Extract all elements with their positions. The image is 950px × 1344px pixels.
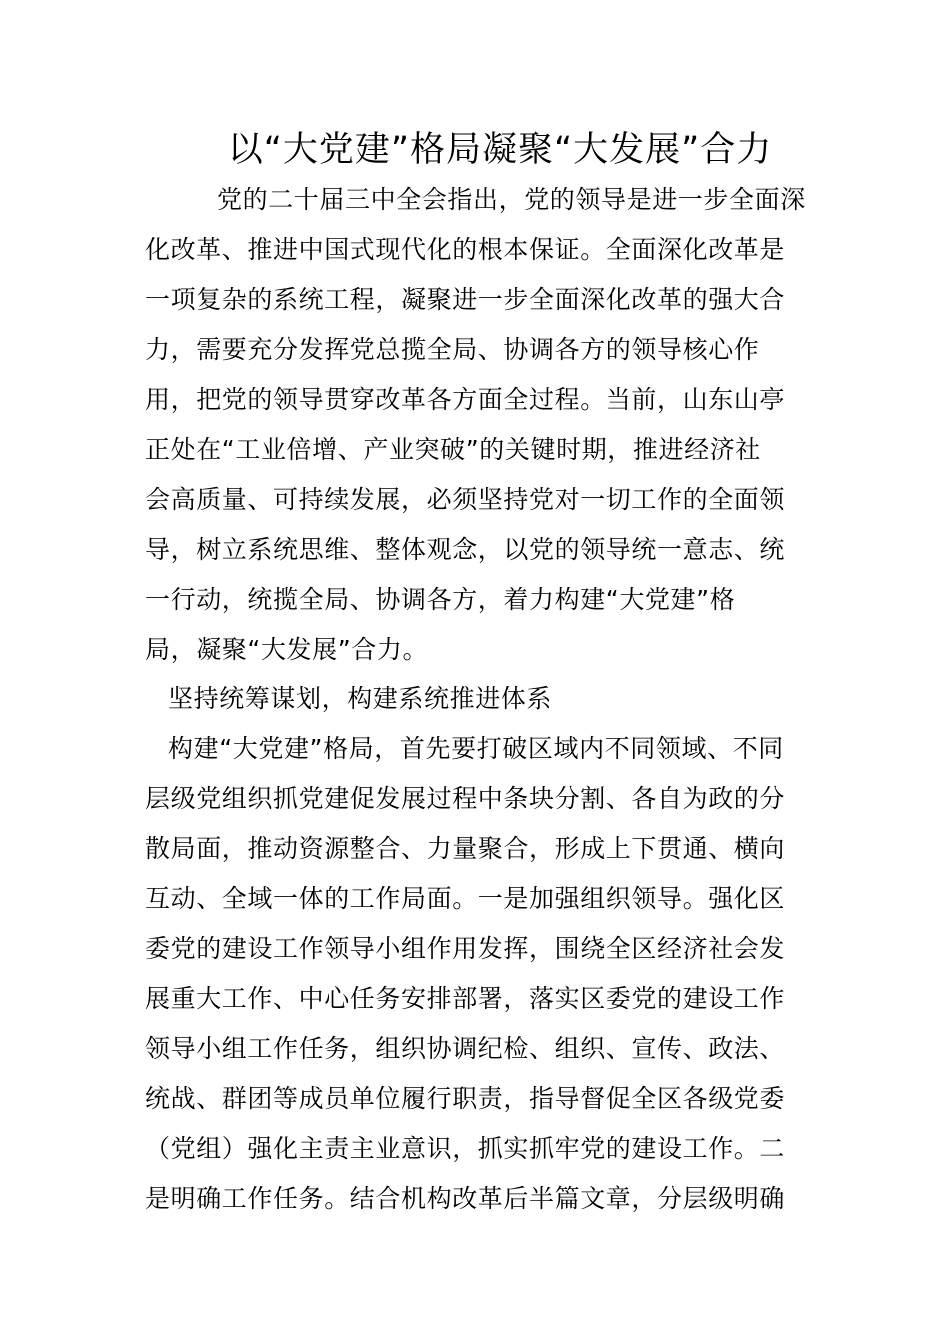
paragraph-line: 一项复杂的系统工程，凝聚进一步全面深化改革的强大合 bbox=[145, 285, 786, 314]
paragraph-line: 展重大工作、中心任务安排部署，落实区委党的建设工作 bbox=[145, 984, 786, 1013]
paragraph-line: 会高质量、可持续发展，必须坚持党对一切工作的全面领 bbox=[145, 485, 786, 514]
paragraph-line: 力，需要充分发挥党总揽全局、协调各方的领导核心作 bbox=[145, 335, 760, 364]
paragraph-line: 构建“大党建”格局，首先要打破区域内不同领域、不同 bbox=[168, 734, 784, 763]
section-heading: 坚持统筹谋划，构建系统推进体系 bbox=[168, 684, 553, 713]
paragraph-line: 层级党组织抓党建促发展过程中条块分割、各自为政的分 bbox=[145, 784, 786, 813]
paragraph-line: 党的二十届三中全会指出，党的领导是进一步全面深 bbox=[217, 185, 806, 214]
paragraph-line: 局，凝聚“大发展”合力。 bbox=[145, 635, 429, 664]
paragraph-line: 正处在“工业倍增、产业突破”的关键时期，推进经济社 bbox=[145, 435, 761, 464]
paragraph-line: 统战、群团等成员单位履行职责，指导督促全区各级党委 bbox=[145, 1084, 786, 1113]
paragraph-line: 散局面，推动资源整合、力量聚合，形成上下贯通、横向 bbox=[145, 834, 786, 863]
paragraph-line: 用，把党的领导贯穿改革各方面全过程。当前，山东山亭 bbox=[145, 385, 786, 414]
paragraph-line: 委党的建设工作领导小组作用发挥，围绕全区经济社会发 bbox=[145, 934, 786, 963]
paragraph-line: 一行动，统揽全局、协调各方，着力构建“大党建”格 bbox=[145, 585, 736, 614]
paragraph-line: 领导小组工作任务，组织协调纪检、组织、宣传、政法、 bbox=[145, 1034, 786, 1063]
paragraph-line: 导，树立系统思维、整体观念，以党的领导统一意志、统 bbox=[145, 535, 786, 564]
paragraph-line: 化改革、推进中国式现代化的根本保证。全面深化改革是 bbox=[145, 235, 786, 264]
paragraph-line: （党组）强化主责主业意识，抓实抓牢党的建设工作。二 bbox=[145, 1134, 786, 1163]
paragraph-line: 是明确工作任务。结合机构改革后半篇文章，分层级明确 bbox=[145, 1184, 786, 1213]
paragraph-line: 互动、全域一体的工作局面。一是加强组织领导。强化区 bbox=[145, 884, 786, 913]
document-title: 以“大党建”格局凝聚“大发展”合力 bbox=[227, 130, 773, 170]
